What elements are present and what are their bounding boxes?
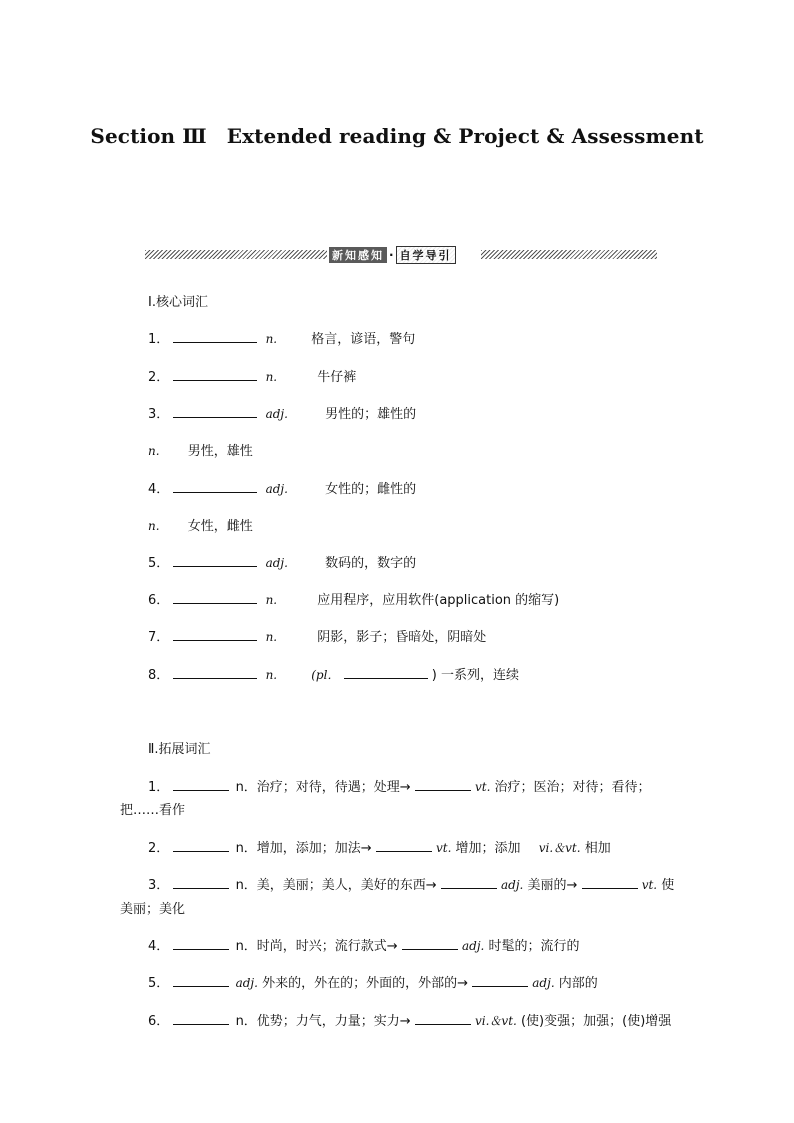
answer-blank[interactable] bbox=[472, 974, 528, 987]
part-of-speech: vi.＆vt. bbox=[538, 841, 581, 855]
answer-blank[interactable] bbox=[173, 778, 229, 791]
definition: n．时尚，时兴；流行款式→ bbox=[235, 939, 398, 954]
answer-blank[interactable] bbox=[173, 1012, 229, 1025]
part-of-speech: adj. bbox=[235, 976, 258, 990]
definition: 使 bbox=[661, 878, 675, 893]
vocab-item-continued bbox=[148, 440, 253, 459]
answer-blank[interactable] bbox=[441, 876, 497, 889]
answer-blank[interactable] bbox=[376, 839, 432, 852]
answer-blank[interactable] bbox=[173, 974, 229, 987]
vocab-item bbox=[148, 664, 519, 683]
answer-blank[interactable] bbox=[415, 778, 471, 791]
meaning: 格言，谚语，警句 bbox=[311, 332, 416, 347]
part-of-speech: vi.＆vt. bbox=[474, 1014, 517, 1028]
part-of-speech: n. bbox=[265, 630, 278, 644]
plural-label: (pl． bbox=[311, 668, 340, 682]
item-number: 3． bbox=[148, 878, 170, 893]
banner-dot: · bbox=[389, 248, 394, 262]
item-number: 2． bbox=[148, 370, 170, 385]
item-number: 4． bbox=[148, 482, 170, 497]
answer-blank[interactable] bbox=[173, 368, 257, 381]
banner-hatch-left bbox=[145, 250, 327, 259]
answer-blank[interactable] bbox=[173, 330, 257, 343]
extended-item bbox=[148, 1010, 671, 1029]
extended-item bbox=[148, 776, 651, 795]
item-number: 6． bbox=[148, 1014, 170, 1029]
item-number: 1． bbox=[148, 332, 170, 347]
definition: 增加；添加 bbox=[455, 841, 521, 856]
meaning: 数码的，数字的 bbox=[325, 556, 417, 571]
definition: n．治疗；对待，待遇；处理→ bbox=[235, 780, 411, 795]
item-number: 6． bbox=[148, 593, 170, 608]
definition: 内部的 bbox=[558, 976, 598, 991]
item-number: 3． bbox=[148, 407, 170, 422]
page-title: Section Ⅲ Extended reading & Project & Assessment bbox=[90, 124, 704, 148]
part-of-speech: n. bbox=[265, 370, 278, 384]
answer-blank[interactable] bbox=[173, 839, 229, 852]
vocab-item-continued bbox=[148, 515, 253, 534]
vocab-item bbox=[148, 626, 486, 645]
part-of-speech: vt. bbox=[474, 780, 491, 794]
vocab-item bbox=[148, 478, 416, 497]
definition: 美丽的→ bbox=[527, 878, 578, 893]
answer-blank[interactable] bbox=[582, 876, 638, 889]
definition: n．美，美丽；美人，美好的东西→ bbox=[235, 878, 437, 893]
item-number: 1． bbox=[148, 780, 170, 795]
vocab-item bbox=[148, 552, 416, 571]
item-number: 4． bbox=[148, 939, 170, 954]
answer-blank[interactable] bbox=[173, 666, 257, 679]
section-heading-extended-vocab: Ⅱ.拓展词汇 bbox=[148, 742, 211, 757]
part-of-speech: vt. bbox=[641, 878, 658, 892]
part-of-speech: n. bbox=[148, 519, 160, 533]
part-of-speech: n. bbox=[265, 593, 278, 607]
item-number: 2． bbox=[148, 841, 170, 856]
plural-close-paren: ) bbox=[431, 668, 437, 683]
answer-blank[interactable] bbox=[402, 937, 458, 950]
extended-item bbox=[148, 874, 674, 893]
meaning: 牛仔裤 bbox=[317, 370, 357, 385]
definition: 外来的，外在的；外面的，外部的→ bbox=[262, 976, 468, 991]
definition: 把……看作 bbox=[120, 803, 186, 818]
meaning: 男性，雄性 bbox=[187, 444, 253, 459]
definition: 时髦的；流行的 bbox=[488, 939, 580, 954]
vocab-item bbox=[148, 589, 559, 608]
extended-item-continued bbox=[120, 799, 185, 818]
answer-blank[interactable] bbox=[173, 591, 257, 604]
answer-blank[interactable] bbox=[173, 480, 257, 493]
item-number: 7． bbox=[148, 630, 170, 645]
part-of-speech: adj. bbox=[265, 482, 288, 496]
plural-answer-blank[interactable] bbox=[344, 666, 428, 679]
item-number: 5． bbox=[148, 556, 170, 571]
item-number: 5． bbox=[148, 976, 170, 991]
part-of-speech: vt. bbox=[435, 841, 452, 855]
vocab-item bbox=[148, 328, 415, 347]
banner-center bbox=[329, 245, 479, 265]
meaning: 一系列，连续 bbox=[440, 668, 519, 683]
answer-blank[interactable] bbox=[173, 554, 257, 567]
definition: n．增加，添加；加法→ bbox=[235, 841, 372, 856]
part-of-speech: n. bbox=[148, 444, 160, 458]
meaning: 应用程序，应用软件(application 的缩写) bbox=[317, 593, 560, 608]
part-of-speech: adj. bbox=[265, 556, 288, 570]
part-of-speech: n. bbox=[265, 668, 278, 682]
extended-item-continued bbox=[120, 898, 185, 917]
answer-blank[interactable] bbox=[415, 1012, 471, 1025]
meaning: 女性的；雌性的 bbox=[325, 482, 417, 497]
extended-item bbox=[148, 837, 611, 856]
section-heading-core-vocab: Ⅰ.核心词汇 bbox=[148, 295, 208, 310]
definition: n．优势；力气，力量；实力→ bbox=[235, 1014, 411, 1029]
answer-blank[interactable] bbox=[173, 405, 257, 418]
definition: 治疗；医治；对待；看待； bbox=[494, 780, 651, 795]
definition: 美丽；美化 bbox=[120, 902, 186, 917]
part-of-speech: n. bbox=[265, 332, 278, 346]
part-of-speech: adj. bbox=[500, 878, 524, 892]
answer-blank[interactable] bbox=[173, 876, 229, 889]
banner-tag-left: 新知感知 bbox=[329, 247, 387, 263]
meaning: 男性的；雄性的 bbox=[325, 407, 417, 422]
vocab-item bbox=[148, 366, 356, 385]
item-number: 8． bbox=[148, 668, 170, 683]
answer-blank[interactable] bbox=[173, 628, 257, 641]
extended-item bbox=[148, 935, 580, 954]
answer-blank[interactable] bbox=[173, 937, 229, 950]
vocab-item bbox=[148, 403, 416, 422]
part-of-speech: adj. bbox=[265, 407, 288, 421]
section-banner bbox=[145, 245, 657, 265]
definition: 相加 bbox=[584, 841, 611, 856]
banner-tag-right: 自学导引 bbox=[396, 246, 456, 264]
extended-item bbox=[148, 972, 598, 991]
part-of-speech: adj. bbox=[461, 939, 485, 953]
definition: (使)变强；加强；(使)增强 bbox=[520, 1014, 672, 1029]
part-of-speech: adj. bbox=[532, 976, 555, 990]
meaning: 女性，雌性 bbox=[187, 519, 253, 534]
banner-hatch-right bbox=[481, 250, 657, 259]
meaning: 阴影，影子；昏暗处，阴暗处 bbox=[317, 630, 487, 645]
